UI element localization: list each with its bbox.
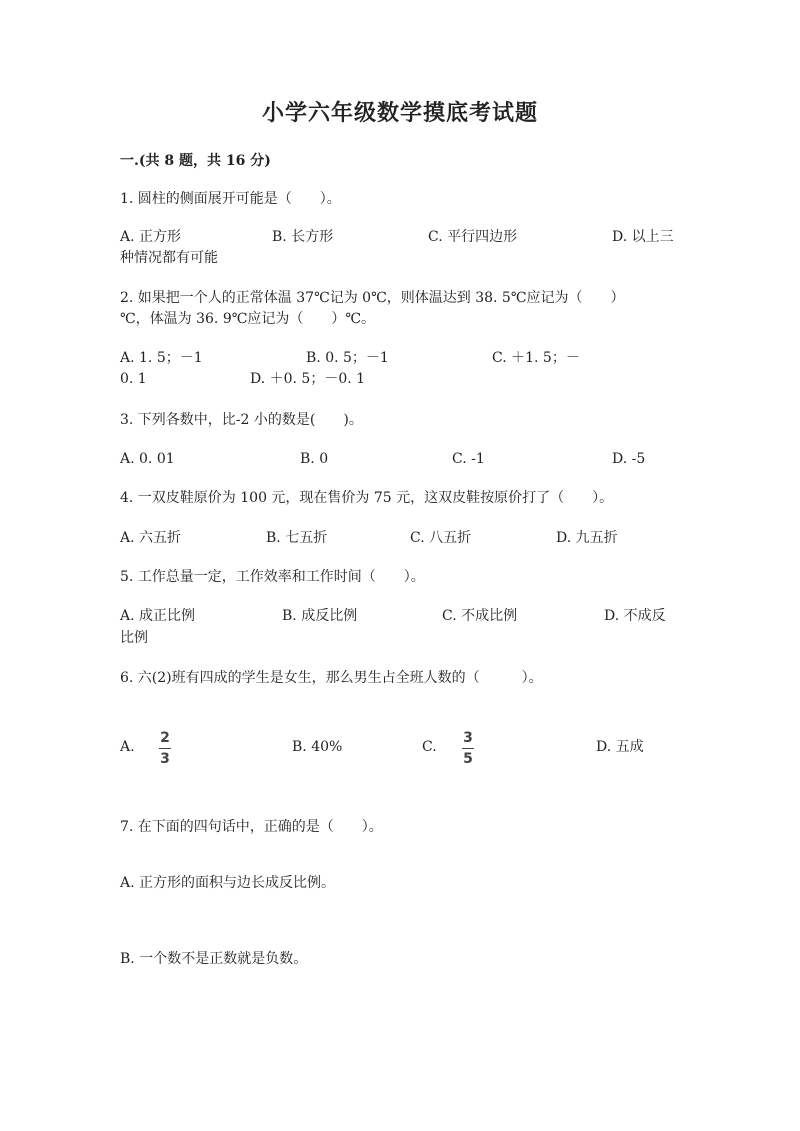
q3-option-c[interactable]: C. -1 (452, 451, 485, 467)
q6-option-c-fraction (462, 730, 474, 767)
q6-option-d[interactable]: D. 五成 (596, 739, 644, 755)
q2-option-a[interactable]: A. 1. 5；－1 (120, 350, 203, 366)
q1-option-a[interactable]: A. 正方形 (120, 229, 182, 245)
fraction-bar (462, 748, 474, 749)
q7-option-a[interactable]: A. 正方形的面积与边长成反比例。 (120, 875, 336, 891)
q4-option-a[interactable]: A. 六五折 (120, 530, 182, 546)
q4-option-b[interactable]: B. 七五折 (266, 530, 328, 546)
page-title: 小学六年级数学摸底考试题 (261, 100, 538, 126)
q5-option-a[interactable]: A. 成正比例 (120, 608, 196, 624)
fraction-numerator: 3 (463, 730, 473, 746)
q1-option-d[interactable]: D. 以上三 (612, 229, 674, 245)
q3-option-d[interactable]: D. -5 (612, 451, 646, 467)
question-2-line1: 2. 如果把一个人的正常体温 37℃记为 0℃，则体温达到 38. 5℃应记为（ ） (120, 290, 625, 306)
question-4: 4. 一双皮鞋原价为 100 元，现在售价为 75 元，这双皮鞋按原价打了（ ）。 (120, 490, 614, 506)
q3-option-a[interactable]: A. 0. 01 (120, 451, 175, 467)
q6-option-a-fraction (159, 730, 171, 767)
q3-option-b[interactable]: B. 0 (300, 451, 329, 467)
q6-option-a[interactable]: A. (120, 739, 135, 755)
q6-option-b[interactable]: B. 40% (292, 739, 343, 755)
fraction-numerator: 2 (160, 730, 170, 746)
q5-option-b[interactable]: B. 成反比例 (282, 608, 358, 624)
question-6: 6. 六(2)班有四成的学生是女生，那么男生占全班人数的（ ）。 (120, 670, 543, 686)
q2-option-c-wrap: 0. 1 (120, 371, 147, 387)
fraction-denominator: 3 (160, 751, 170, 767)
q2-option-c[interactable]: C. ＋1. 5；－ (492, 350, 580, 366)
question-5: 5. 工作总量一定，工作效率和工作时间（ ）。 (120, 569, 425, 585)
q2-option-b[interactable]: B. 0. 5；－1 (306, 350, 389, 366)
q2-option-d[interactable]: D. ＋0. 5；－0. 1 (250, 371, 366, 387)
question-3: 3. 下列各数中，比-2 小的数是( )。 (120, 412, 363, 428)
q1-option-c[interactable]: C. 平行四边形 (428, 229, 518, 245)
q4-option-c[interactable]: C. 八五折 (410, 530, 472, 546)
q4-option-d[interactable]: D. 九五折 (556, 530, 618, 546)
q5-option-c[interactable]: C. 不成比例 (442, 608, 518, 624)
fraction-denominator: 5 (463, 751, 473, 767)
question-2-line2: ℃，体温为 36. 9℃应记为（ ）℃。 (120, 311, 376, 327)
q7-option-b[interactable]: B. 一个数不是正数就是负数。 (120, 951, 308, 967)
q5-option-d[interactable]: D. 不成反 (604, 608, 666, 624)
q1-option-d-wrap: 种情况都有可能 (120, 250, 218, 266)
question-7: 7. 在下面的四句话中，正确的是（ ）。 (120, 819, 383, 835)
q6-option-c[interactable]: C. (422, 739, 437, 755)
q5-option-d-wrap: 比例 (120, 630, 148, 646)
q1-option-b[interactable]: B. 长方形 (272, 229, 334, 245)
question-1: 1. 圆柱的侧面展开可能是（ ）。 (120, 191, 341, 207)
section-heading: 一.(共 8 题，共 16 分) (120, 153, 271, 169)
fraction-bar (159, 748, 171, 749)
